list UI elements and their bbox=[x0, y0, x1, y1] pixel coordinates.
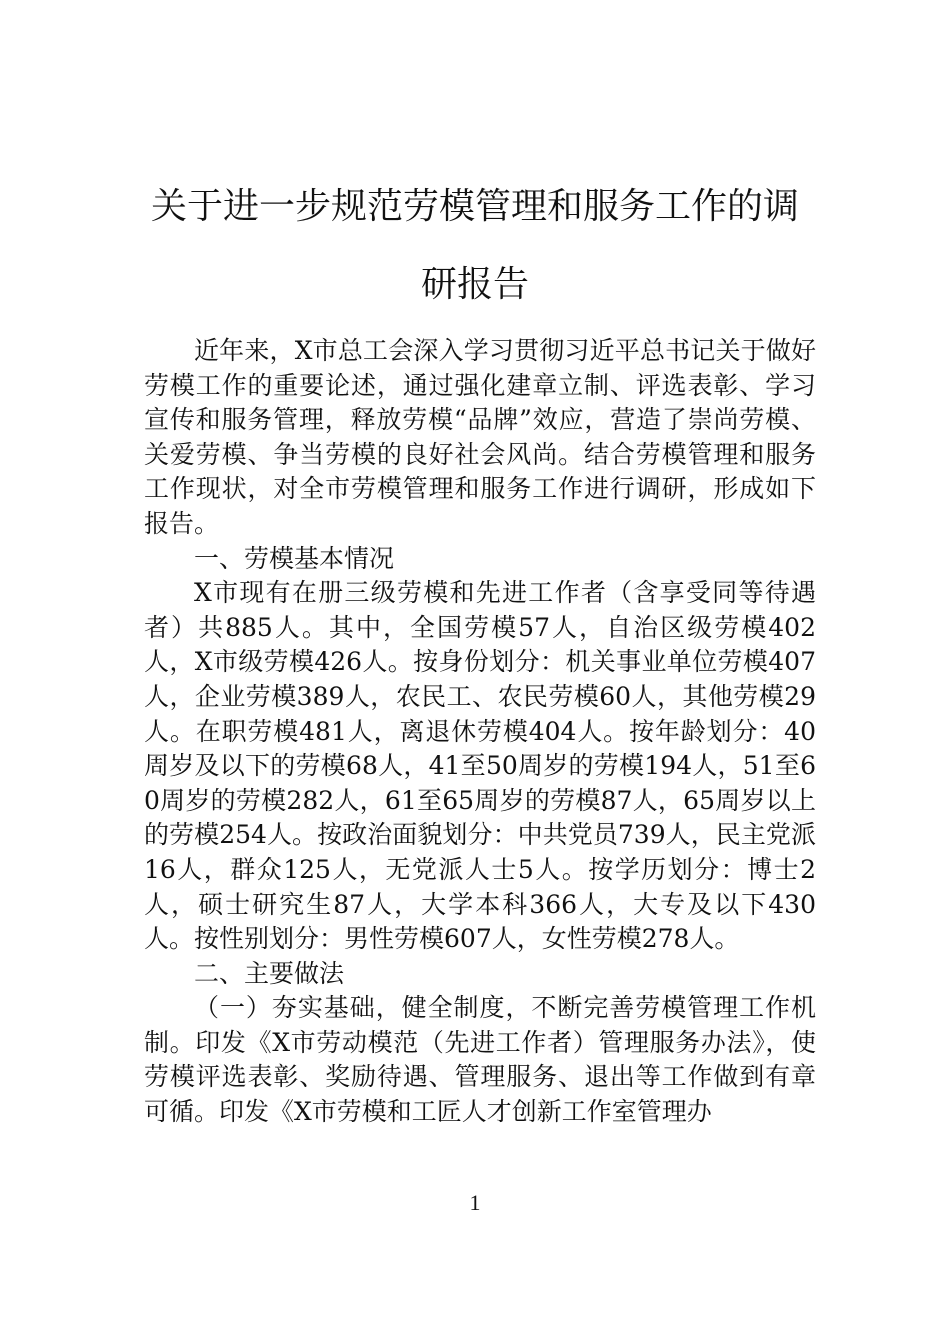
page-number: 1 bbox=[469, 1190, 481, 1215]
intro-paragraph: 近年来，X市总工会深入学习贯彻习近平总书记关于做好劳模工作的重要论述，通过强化建章立制、评选表彰、学习宣传和服务管理，释放劳模“品牌”效应，营造了崇尚劳模、关爱劳模、争当劳模的良好社会风尚。结合劳模管理和服务工作现状，对全市劳模管理和服务工作进行调研，形成如下报告。 bbox=[144, 336, 816, 538]
section-heading-basic-situation: 一、劳模基本情况 bbox=[194, 543, 395, 573]
section-heading-main-practices: 二、主要做法 bbox=[194, 958, 345, 988]
statistics-paragraph: X市现有在册三级劳模和先进工作者（含享受同等待遇者）共885人。其中，全国劳模57人，自治区级劳模402人，X市级劳模426人。按身份划分：机关事业单位劳模407人，企业劳模389人，农民工、农民劳模60人，其他劳模29人。在职劳模481人，离退休劳模404人。按年龄划分：40周岁及以下的劳模68人，41至50周岁的劳模194人，51至60周岁的劳模282人，61至65周岁的劳模87人，65周岁以上的劳模254人。按政治面貌划分：中共党员739人，民主党派16人，群众125人，无党派人士5人。按学历划分：博士2人，硕士研究生87人，大学本科366人，大专及以下430人。按性别划分：男性劳模607人，女性劳模278人。 bbox=[144, 578, 816, 954]
practice-paragraph-1: （一）夯实基础，健全制度，不断完善劳模管理工作机制。印发《X市劳动模范（先进工作者）管理服务办法》，使劳模评选表彰、奖励待遇、管理服务、退出等工作做到有章可循。印发《X市劳模和工匠人才创新工作室管理办 bbox=[144, 993, 816, 1127]
title-line-1: 关于进一步规范劳模管理和服务工作的调 bbox=[150, 186, 799, 227]
document-title bbox=[140, 168, 810, 324]
title-line-2: 研报告 bbox=[420, 264, 529, 305]
document-body bbox=[144, 334, 816, 1130]
